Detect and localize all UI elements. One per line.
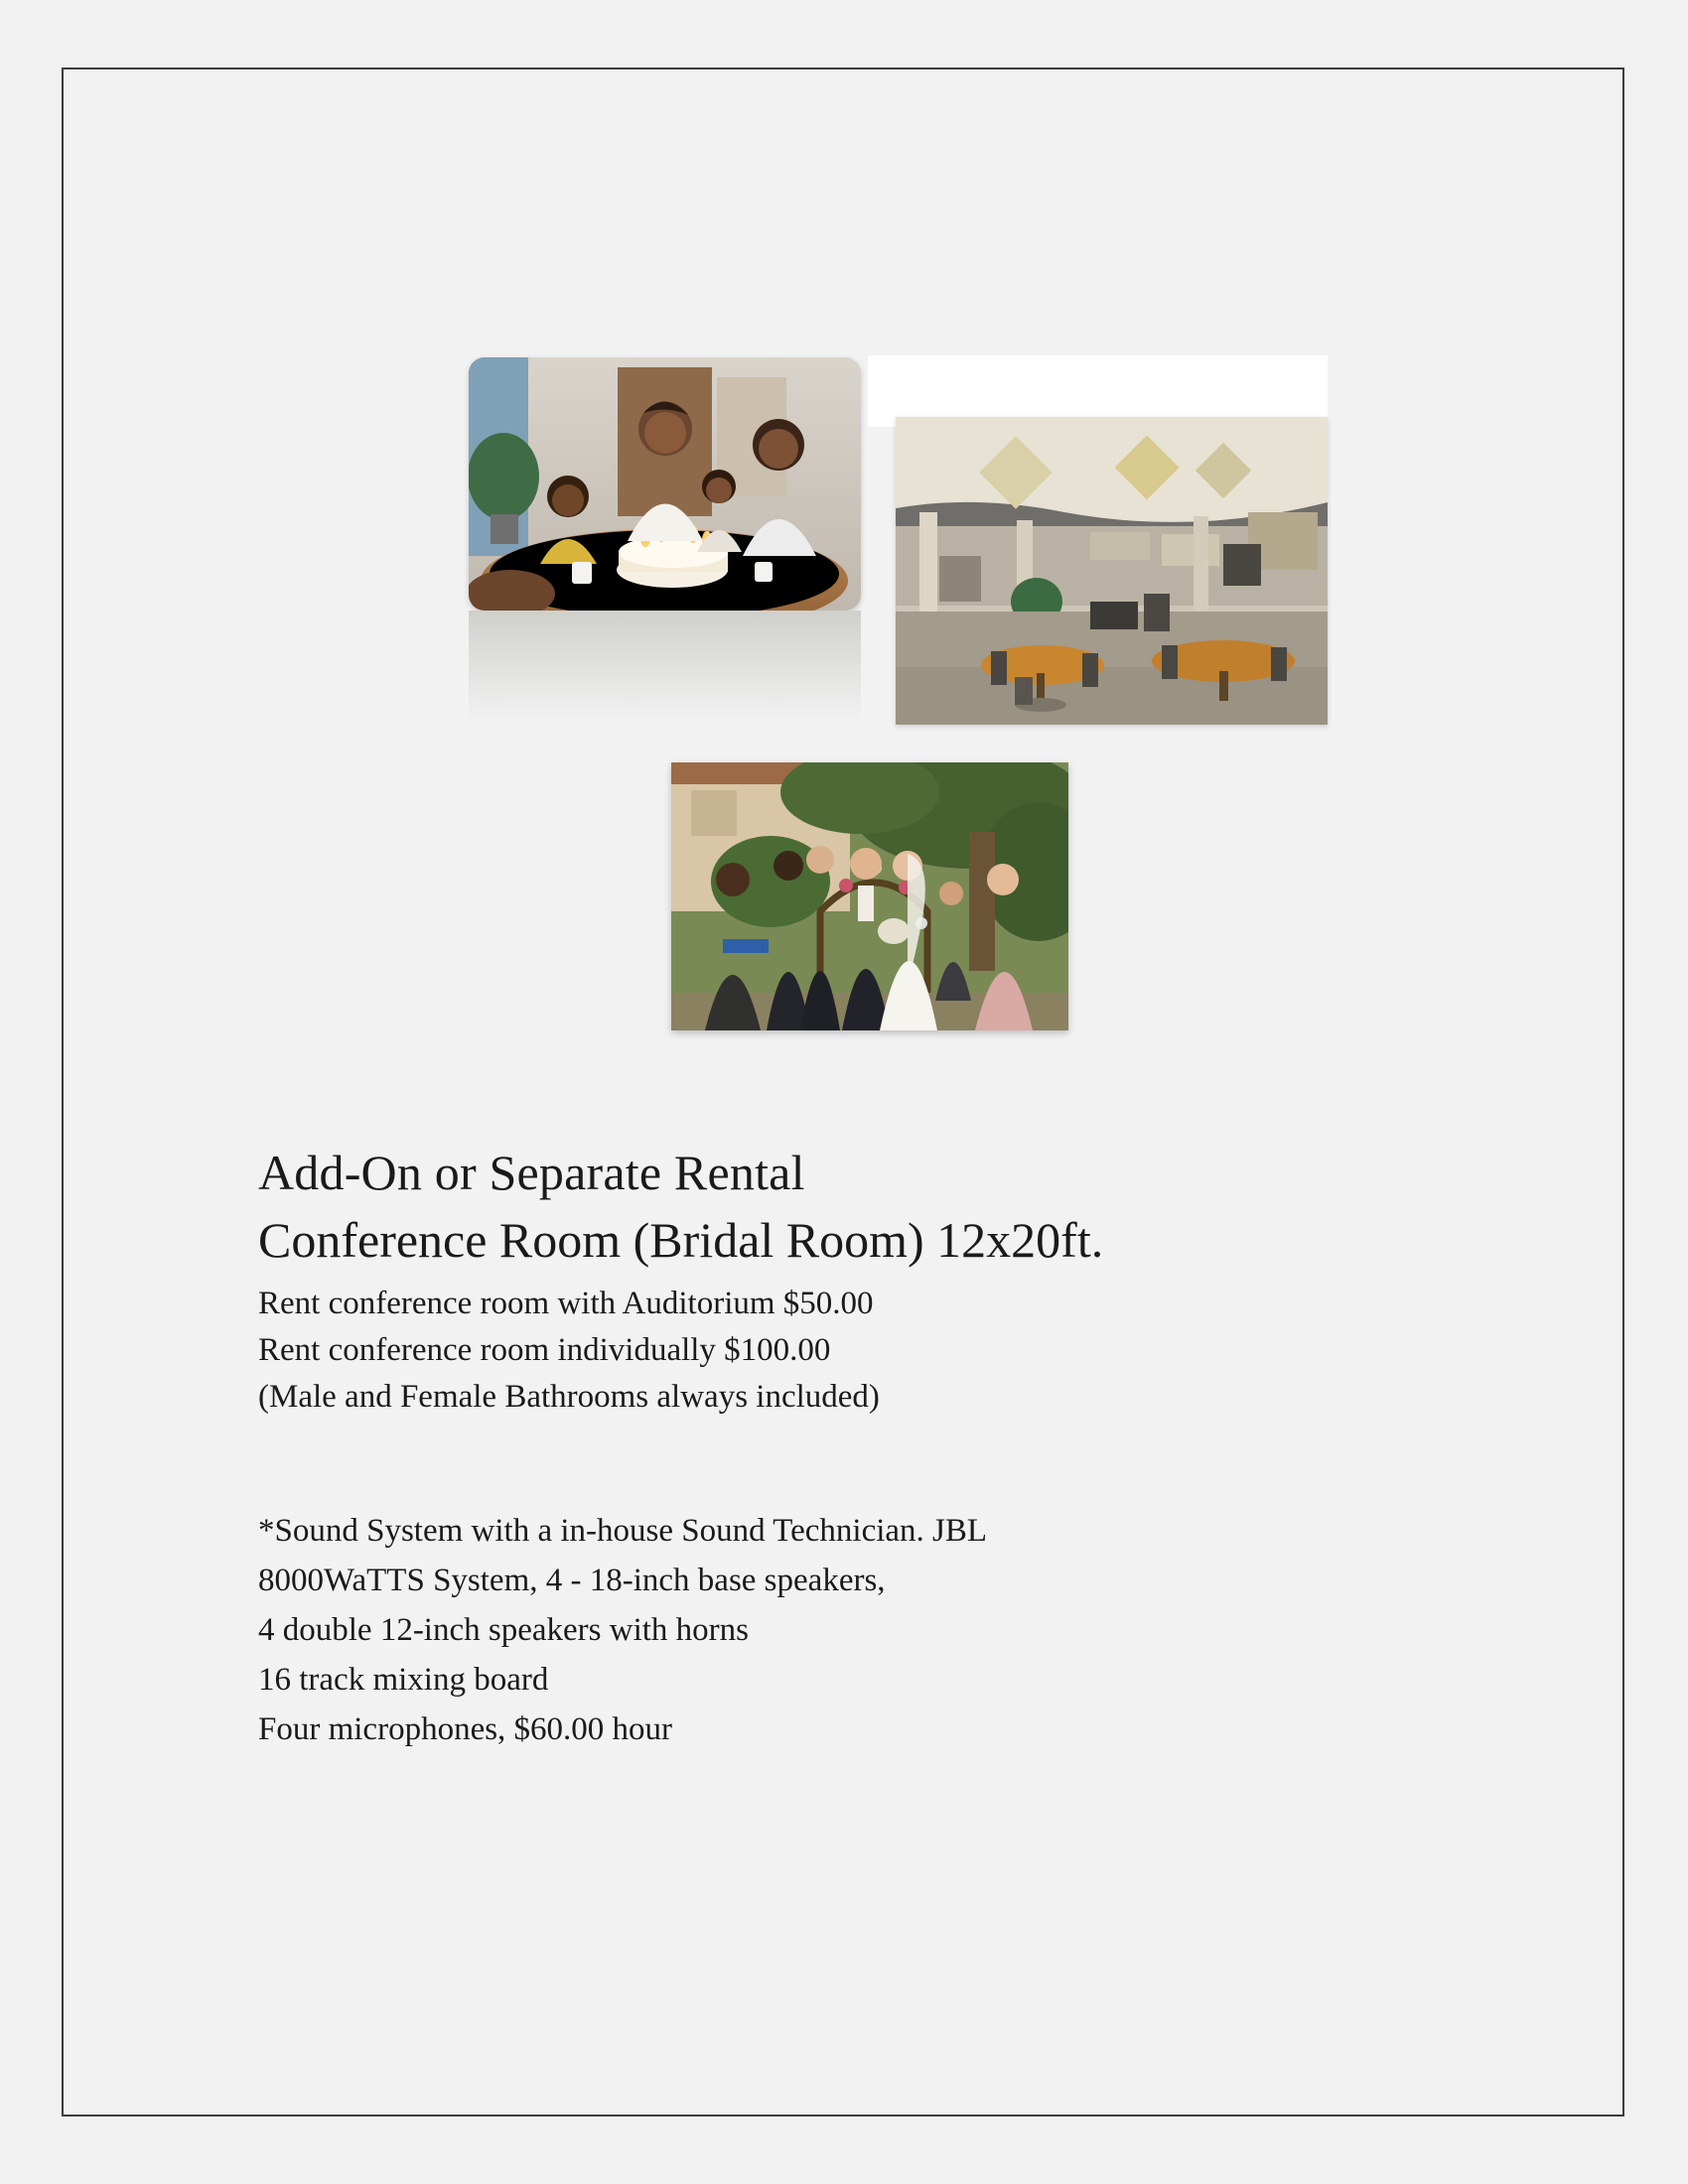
bathrooms-note: (Male and Female Bathrooms always included): [258, 1378, 880, 1415]
sound-system-line-3: 4 double 12-inch speakers with horns: [258, 1611, 749, 1648]
family-birthday-photo-art: [469, 357, 861, 611]
subtitle: Conference Room (Bridal Room) 12x20ft.: [258, 1212, 1104, 1268]
page-content: [64, 69, 1622, 2115]
pricing-line-individual: Rent conference room individually $100.00: [258, 1331, 831, 1368]
rental-text-block: [258, 1140, 1450, 1754]
document-page: [62, 68, 1624, 2116]
wedding-ceremony-photo-art: [671, 762, 1068, 1030]
wedding-ceremony-photo: [671, 762, 1068, 1030]
family-birthday-photo: [469, 357, 861, 611]
sound-system-line-1: *Sound System with a in-house Sound Technician. JBL: [258, 1512, 988, 1549]
pricing-line-auditorium: Rent conference room with Auditorium $50.00: [258, 1286, 874, 1321]
text-spacer: [258, 1421, 1450, 1506]
sound-system-line-2: 8000WaTTS System, 4 - 18-inch base speakers,: [258, 1562, 886, 1598]
lobby-interior-photo-art: [896, 417, 1328, 725]
sound-system-line-5: Four microphones, $60.00 hour: [258, 1711, 673, 1748]
lobby-interior-photo: [896, 417, 1328, 725]
family-photo-reflection: [469, 611, 861, 722]
sound-system-line-4: 16 track mixing board: [258, 1662, 549, 1699]
page-title: Add-On or Separate Rental: [258, 1145, 805, 1200]
